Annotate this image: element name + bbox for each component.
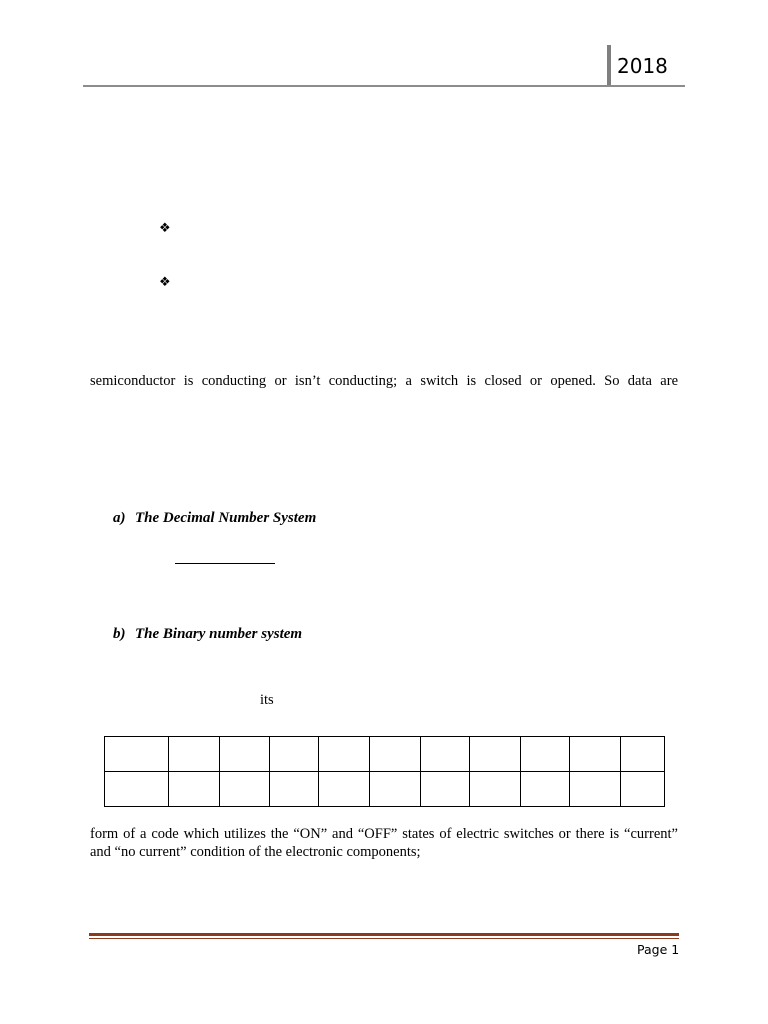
table-cell bbox=[220, 737, 270, 772]
paragraph-code: form of a code which utilizes the “ON” and “OFF” states of electric switches or there is “current” and “no current” condition of the electronic components; bbox=[90, 826, 678, 860]
table-cell bbox=[521, 737, 570, 772]
table-cell bbox=[105, 737, 169, 772]
footer-rule bbox=[89, 933, 679, 936]
bullet-icon: ❖ bbox=[159, 221, 171, 236]
table-cell bbox=[319, 737, 370, 772]
heading-text: The Binary number system bbox=[135, 626, 303, 642]
text-fragment-its: its bbox=[260, 692, 274, 708]
table-cell bbox=[470, 772, 521, 807]
table-cell bbox=[521, 772, 570, 807]
page-number: Page 1 bbox=[637, 942, 680, 957]
table-cell bbox=[570, 737, 621, 772]
heading-text: The Decimal Number System bbox=[135, 510, 317, 526]
table-cell bbox=[621, 772, 665, 807]
empty-table bbox=[104, 736, 665, 807]
table-row bbox=[105, 772, 665, 807]
underline-blank bbox=[175, 563, 275, 564]
header-rule bbox=[83, 85, 685, 87]
table-cell bbox=[169, 737, 220, 772]
paragraph-semiconductor: semiconductor is conducting or isn’t conducting; a switch is closed or opened. So data are bbox=[90, 373, 678, 389]
table-cell bbox=[470, 737, 521, 772]
table-cell bbox=[169, 772, 220, 807]
table-cell bbox=[220, 772, 270, 807]
table-row bbox=[105, 737, 665, 772]
table-cell bbox=[421, 772, 470, 807]
table-cell bbox=[370, 772, 421, 807]
table-cell bbox=[421, 737, 470, 772]
table-cell bbox=[270, 772, 319, 807]
table-cell bbox=[370, 737, 421, 772]
header-divider bbox=[607, 45, 611, 86]
table-cell bbox=[319, 772, 370, 807]
table-cell bbox=[105, 772, 169, 807]
table-cell bbox=[570, 772, 621, 807]
heading-letter: b) bbox=[113, 626, 126, 642]
table-cell bbox=[270, 737, 319, 772]
footer-rule-thin bbox=[89, 938, 679, 939]
heading-decimal-system bbox=[113, 509, 316, 527]
table-cell bbox=[621, 737, 665, 772]
heading-binary-system bbox=[113, 625, 302, 643]
bullet-icon: ❖ bbox=[159, 275, 171, 290]
header-year: 2018 bbox=[617, 54, 668, 78]
heading-letter: a) bbox=[113, 510, 126, 526]
